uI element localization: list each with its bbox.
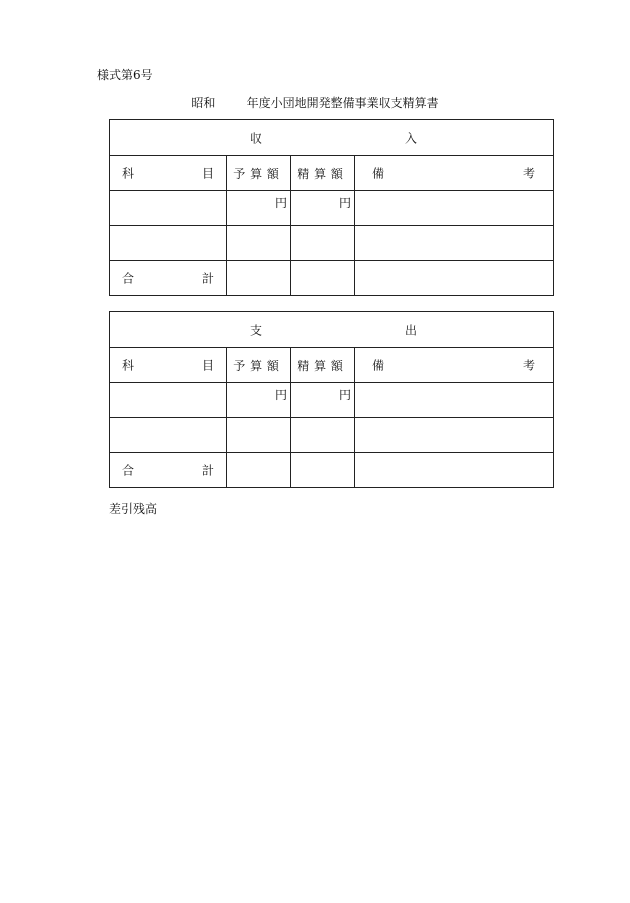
expense-settled-header: 精算額: [291, 348, 355, 383]
expense-settled-cell[interactable]: [291, 383, 355, 418]
income-budget-header: 予算額: [227, 156, 291, 191]
income-remarks-right: 考: [522, 166, 535, 181]
expense-total-remarks-cell[interactable]: [355, 453, 554, 488]
expense-total-label: [110, 453, 227, 488]
income-total-label: [110, 261, 227, 296]
income-subject-cell[interactable]: [110, 226, 227, 261]
income-subject-right: 目: [201, 166, 214, 181]
expense-subject-left: 科: [122, 358, 135, 373]
expense-budget-header: 予算額: [227, 348, 291, 383]
income-header-row: [110, 156, 554, 191]
expense-subject-cell[interactable]: [110, 418, 227, 453]
income-subject-left: 科: [122, 166, 135, 181]
table-row: [110, 383, 554, 418]
expense-remarks-right: 考: [522, 358, 535, 373]
expense-total-row: [110, 453, 554, 488]
income-section-header: [110, 120, 554, 156]
expense-settled-cell[interactable]: [291, 418, 355, 453]
yen-unit: 円: [274, 196, 287, 210]
income-remarks-header: [355, 156, 554, 191]
table-row: [110, 418, 554, 453]
income-remarks-cell[interactable]: [355, 226, 554, 261]
form-number: 様式第6号: [97, 68, 153, 82]
table-row: [110, 191, 554, 226]
expense-header-row: [110, 348, 554, 383]
table-row: [110, 226, 554, 261]
expense-total-budget-cell[interactable]: [227, 453, 291, 488]
income-settled-cell[interactable]: [291, 226, 355, 261]
expense-section-right: 出: [405, 323, 418, 337]
expense-subject-cell[interactable]: [110, 383, 227, 418]
yen-unit: 円: [338, 196, 351, 210]
expense-total-right: 計: [201, 463, 214, 478]
expense-subject-header: [110, 348, 227, 383]
income-section-left: 収: [250, 131, 263, 145]
expense-total-left: 合: [122, 463, 135, 478]
income-total-settled-cell[interactable]: [291, 261, 355, 296]
income-remarks-cell[interactable]: [355, 191, 554, 226]
expense-remarks-cell[interactable]: [355, 418, 554, 453]
income-budget-cell[interactable]: [227, 191, 291, 226]
expense-table: [109, 311, 554, 488]
expense-remarks-header: [355, 348, 554, 383]
expense-section-left: 支: [250, 323, 263, 337]
income-budget-cell[interactable]: [227, 226, 291, 261]
income-settled-cell[interactable]: [291, 191, 355, 226]
yen-unit: 円: [338, 388, 351, 402]
expense-budget-cell[interactable]: [227, 418, 291, 453]
expense-total-settled-cell[interactable]: [291, 453, 355, 488]
expense-section-row: [110, 312, 554, 348]
yen-unit: 円: [274, 388, 287, 402]
expense-remarks-left: 備: [372, 358, 385, 373]
income-total-right: 計: [201, 271, 214, 286]
income-remarks-left: 備: [372, 166, 385, 181]
income-total-left: 合: [122, 271, 135, 286]
income-section-right: 入: [405, 131, 418, 145]
income-total-budget-cell[interactable]: [227, 261, 291, 296]
expense-budget-cell[interactable]: [227, 383, 291, 418]
income-subject-cell[interactable]: [110, 191, 227, 226]
expense-subject-right: 目: [201, 358, 214, 373]
income-table: [109, 119, 554, 296]
income-total-remarks-cell[interactable]: [355, 261, 554, 296]
income-subject-header: [110, 156, 227, 191]
balance-label: 差引残高: [109, 502, 158, 516]
title-text: 年度小団地開発整備事業収支精算書: [246, 96, 439, 110]
document-title: [0, 94, 630, 111]
income-total-row: [110, 261, 554, 296]
income-section-row: [110, 120, 554, 156]
income-settled-header: 精算額: [291, 156, 355, 191]
expense-remarks-cell[interactable]: [355, 383, 554, 418]
title-era: 昭和: [191, 96, 216, 110]
expense-section-header: [110, 312, 554, 348]
